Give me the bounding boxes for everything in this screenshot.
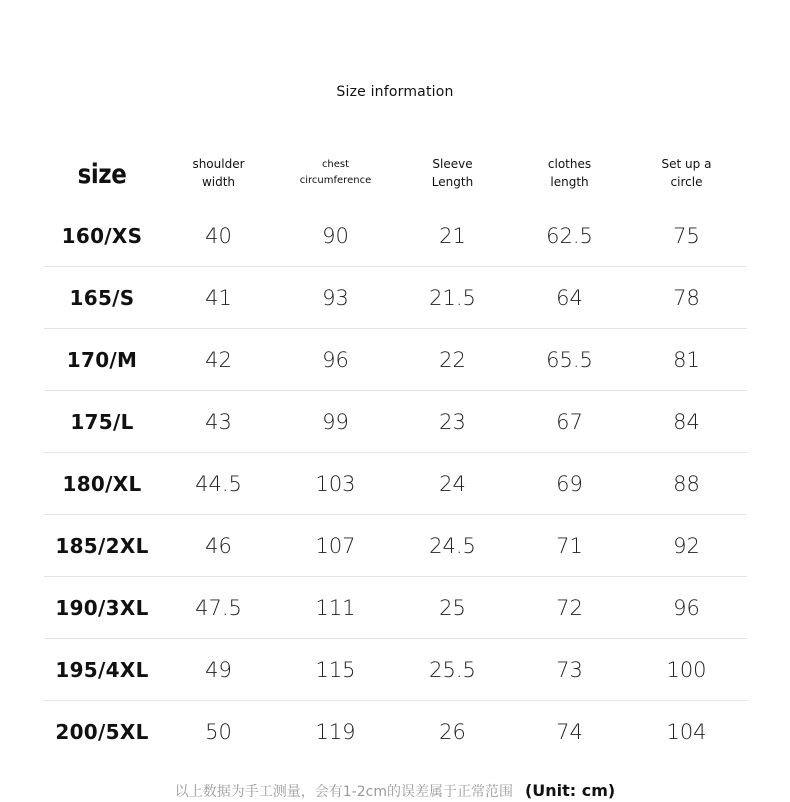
measurement-cell: 119 [315,719,356,744]
unit-label: (Unit: cm) [524,781,616,800]
measurement-cell: 81 [673,347,700,372]
table-header-row [44,140,747,205]
measurement-cell: 104 [666,719,707,744]
measurement-cell: 75 [673,223,700,248]
size-label-cell: 175/L [70,409,134,434]
size-label-cell: 180/XL [62,471,142,496]
size-label-cell: 165/S [69,285,135,310]
footnote [0,781,790,801]
measurement-cell: 62.5 [546,223,593,248]
size-label-cell: 170/M [66,347,138,372]
measurement-cell: 93 [322,285,349,310]
measurement-cell: 43 [205,409,232,434]
measurement-cell: 49 [205,657,232,682]
measurement-cell: 24 [439,471,466,496]
measurement-cell: 107 [315,533,356,558]
measurement-cell: 99 [322,409,349,434]
measurement-cell: 25.5 [429,657,476,682]
table-row [44,638,747,700]
measurement-cell: 84 [673,409,700,434]
column-header-clothes-length: clothes length [547,156,592,189]
column-header-sleeve-length: Sleeve Length [431,156,474,189]
measurement-cell: 100 [666,657,707,682]
measurement-cell: 64 [556,285,583,310]
size-label-cell: 195/4XL [55,657,149,682]
measurement-cell: 90 [322,223,349,248]
measurement-cell: 103 [315,471,356,496]
table-row [44,205,747,266]
measurement-cell: 74 [556,719,583,744]
measurement-cell: 111 [315,595,356,620]
table-row [44,452,747,514]
measurement-cell: 26 [439,719,466,744]
measurement-cell: 67 [556,409,583,434]
measurement-cell: 96 [322,347,349,372]
measurement-cell: 44.5 [195,471,242,496]
measurement-cell: 21.5 [429,285,476,310]
measurement-cell: 42 [205,347,232,372]
table-row [44,390,747,452]
size-table [44,140,747,762]
column-header-set-up-a-circle: Set up a circle [661,156,712,189]
size-label-cell: 200/5XL [55,719,149,744]
measurement-cell: 71 [556,533,583,558]
measurement-cell: 40 [205,223,232,248]
measurement-cell: 41 [205,285,232,310]
table-row [44,700,747,762]
measurement-cell: 24.5 [429,533,476,558]
size-label-cell: 190/3XL [55,595,149,620]
measurement-cell: 50 [205,719,232,744]
measurement-cell: 115 [315,657,356,682]
measurement-cell: 65.5 [546,347,593,372]
measurement-cell: 69 [556,471,583,496]
table-row [44,328,747,390]
measurement-cell: 25 [439,595,466,620]
table-body [44,205,747,762]
column-header-chest-circumference: chest circumference [299,158,372,186]
measurement-cell: 23 [439,409,466,434]
measurement-cell: 96 [673,595,700,620]
measurement-cell: 92 [673,533,700,558]
measurement-note: 以上数据为手工测量，会有1-2cm的误差属于正常范围 [174,784,513,800]
table-row [44,576,747,638]
measurement-cell: 78 [673,285,700,310]
page-title: Size information [336,84,454,100]
size-column-header: size [77,159,127,190]
table-row [44,514,747,576]
measurement-cell: 47.5 [195,595,242,620]
size-label-cell: 185/2XL [55,533,149,558]
column-header-shoulder-width: shoulder width [192,156,245,189]
table-row [44,266,747,328]
measurement-cell: 21 [439,223,466,248]
measurement-cell: 73 [556,657,583,682]
measurement-cell: 88 [673,471,700,496]
measurement-cell: 72 [556,595,583,620]
size-label-cell: 160/XS [61,223,143,248]
measurement-cell: 46 [205,533,232,558]
measurement-cell: 22 [439,347,466,372]
